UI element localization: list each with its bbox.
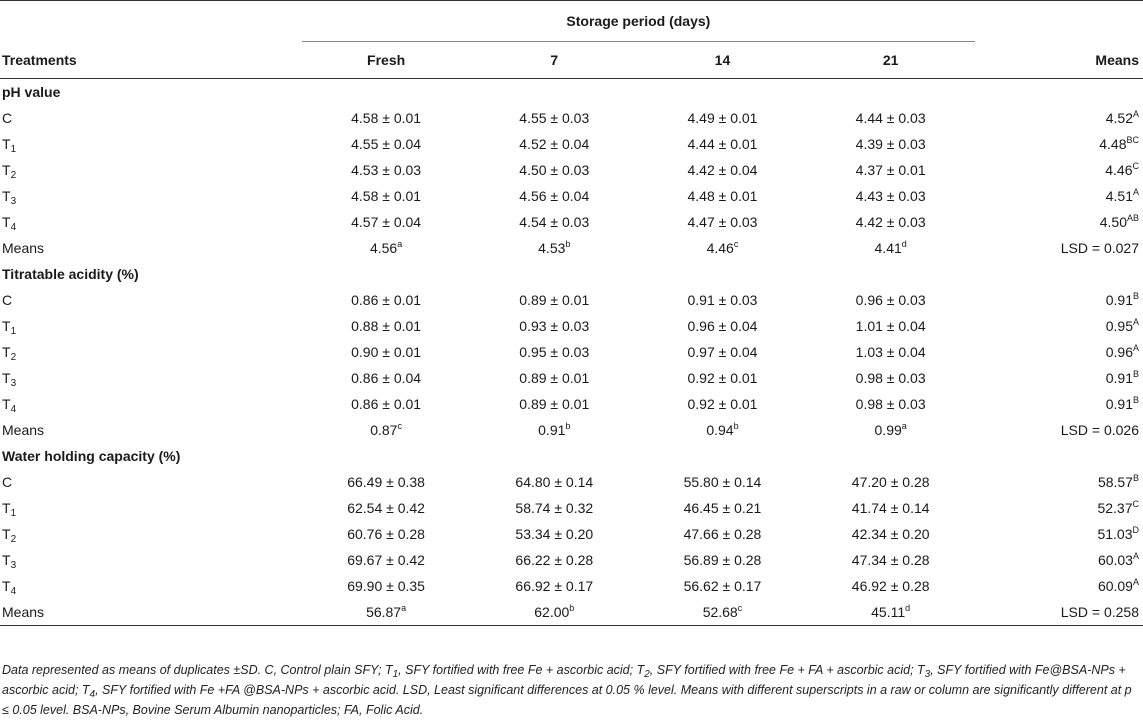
row-mean-value: 58.57 <box>1097 474 1133 490</box>
means-label: Means <box>2 240 45 256</box>
column-mean-superscript: c <box>397 421 402 431</box>
footnote-p-variable: p <box>1124 683 1132 697</box>
treatment-cell <box>0 495 302 521</box>
column-mean-cell <box>302 599 470 626</box>
treatment-subscript: 3 <box>10 196 17 207</box>
treatment-subscript: 1 <box>10 144 17 155</box>
column-mean-cell <box>638 417 806 443</box>
treatment-cell <box>0 391 302 417</box>
table-row <box>0 365 1143 391</box>
treatment-label: T <box>2 344 11 360</box>
value-cell: 4.44 ± 0.01 <box>687 136 758 152</box>
value-cell: 66.49 ± 0.38 <box>347 474 425 490</box>
row-mean-superscript: A <box>1132 343 1139 353</box>
treatment-cell <box>0 105 302 131</box>
treatment-subscript: 1 <box>10 508 17 519</box>
section-title: pH value <box>2 84 61 100</box>
table-row <box>0 209 1143 235</box>
value-cell: 4.53 ± 0.03 <box>351 162 422 178</box>
table-body <box>0 79 1143 626</box>
header-row-1 <box>0 1 1143 42</box>
row-mean-superscript: A <box>1132 577 1139 587</box>
value-cell: 0.98 ± 0.03 <box>855 396 926 412</box>
row-mean-cell <box>975 573 1143 599</box>
value-cell: 4.52 ± 0.04 <box>519 136 590 152</box>
row-mean-value: 0.91 <box>1105 396 1133 412</box>
row-mean-cell <box>975 391 1143 417</box>
column-mean-superscript: c <box>737 603 743 613</box>
value-cell: 53.34 ± 0.20 <box>515 526 594 542</box>
value-cell: 4.42 ± 0.04 <box>687 162 758 178</box>
value-cell: 4.47 ± 0.03 <box>687 214 758 230</box>
column-mean-cell <box>302 235 470 261</box>
column-mean-cell <box>638 235 806 261</box>
value-cell: 4.54 ± 0.03 <box>519 214 590 230</box>
column-mean-value: 0.91 <box>538 422 566 438</box>
lsd-cell: LSD = 0.258 <box>975 599 1143 626</box>
value-cell: 0.90 ± 0.01 <box>351 344 422 360</box>
treatment-cell <box>0 365 302 391</box>
value-cell: 0.93 ± 0.03 <box>519 318 590 334</box>
column-mean-superscript: d <box>901 239 907 249</box>
footnote-sub: 3 <box>924 669 931 680</box>
treatment-subscript: 2 <box>10 352 17 363</box>
row-mean-value: 60.09 <box>1097 578 1133 594</box>
col-7-header: 7 <box>470 42 638 79</box>
column-mean-value: 0.87 <box>370 422 398 438</box>
treatment-label: T <box>2 370 11 386</box>
header-blank-right <box>975 1 1143 42</box>
row-mean-cell <box>975 365 1143 391</box>
value-cell: 1.03 ± 0.04 <box>855 344 926 360</box>
row-mean-cell <box>975 313 1143 339</box>
table-row <box>0 157 1143 183</box>
treatment-label: C <box>2 292 13 308</box>
row-mean-value: 4.48 <box>1099 136 1127 152</box>
row-mean-superscript: C <box>1132 499 1139 509</box>
table-row <box>0 183 1143 209</box>
lsd-cell: LSD = 0.026 <box>1060 422 1139 438</box>
treatment-label: T <box>2 136 11 152</box>
column-mean-superscript: d <box>905 603 911 613</box>
treatment-subscript: 4 <box>10 404 17 415</box>
value-cell: 4.55 ± 0.04 <box>351 136 422 152</box>
column-mean-value: 0.99 <box>874 422 902 438</box>
value-cell: 4.48 ± 0.01 <box>687 188 758 204</box>
row-mean-value: 4.50 <box>1099 214 1127 230</box>
row-mean-value: 0.91 <box>1105 370 1133 386</box>
treatment-subscript: 4 <box>10 586 17 597</box>
value-cell: 4.56 ± 0.04 <box>519 188 590 204</box>
header-blank <box>0 1 302 42</box>
value-cell: 4.42 ± 0.03 <box>855 214 926 230</box>
footnote-part: , SFY fortified with free Fe + ascorbic acid; T <box>398 663 645 677</box>
column-mean-value: 62.00 <box>534 604 570 620</box>
value-cell: 47.20 ± 0.28 <box>851 474 930 490</box>
row-mean-superscript: B <box>1132 473 1139 483</box>
column-mean-superscript: a <box>401 603 407 613</box>
col-14-header: 14 <box>638 42 806 79</box>
row-mean-cell <box>975 495 1143 521</box>
column-mean-cell <box>807 599 975 626</box>
value-cell: 0.92 ± 0.01 <box>687 370 758 386</box>
value-cell: 4.58 ± 0.01 <box>351 110 422 126</box>
row-mean-value: 4.52 <box>1105 110 1133 126</box>
value-cell: 0.96 ± 0.04 <box>687 318 758 334</box>
row-mean-value: 60.03 <box>1097 552 1133 568</box>
treatment-label: T <box>2 162 11 178</box>
table-row <box>0 339 1143 365</box>
value-cell: 0.86 ± 0.01 <box>351 292 422 308</box>
treatment-label: T <box>2 188 11 204</box>
treatment-cell <box>0 547 302 573</box>
value-cell: 0.91 ± 0.03 <box>687 292 758 308</box>
column-mean-value: 4.41 <box>874 240 902 256</box>
treatment-label: T <box>2 318 11 334</box>
row-mean-cell <box>975 157 1143 183</box>
value-cell: 62.54 ± 0.42 <box>347 500 425 516</box>
row-mean-value: 4.51 <box>1105 188 1133 204</box>
row-mean-superscript: AB <box>1126 213 1139 223</box>
column-mean-cell <box>638 599 806 626</box>
row-mean-value: 52.37 <box>1097 500 1133 516</box>
column-mean-value: 4.46 <box>706 240 734 256</box>
footnote-part: , SFY fortified with Fe@BSA-NPs + ascorbic acid; T <box>2 663 1126 697</box>
value-cell: 0.96 ± 0.03 <box>855 292 926 308</box>
treatment-subscript: 2 <box>10 170 17 181</box>
value-cell: 47.66 ± 0.28 <box>683 526 762 542</box>
value-cell: 4.39 ± 0.03 <box>855 136 926 152</box>
col-fresh-header: Fresh <box>302 42 470 79</box>
footnote-sub: 4 <box>89 689 96 700</box>
footnote-part: , SFY fortified with free Fe + FA + ascorbic acid; T <box>649 663 925 677</box>
table-row <box>0 131 1143 157</box>
row-mean-superscript: B <box>1132 395 1139 405</box>
value-cell: 0.92 ± 0.01 <box>687 396 758 412</box>
means-row <box>0 235 1143 261</box>
value-cell: 55.80 ± 0.14 <box>683 474 762 490</box>
treatment-cell <box>0 573 302 599</box>
column-mean-superscript: b <box>565 239 571 249</box>
column-mean-cell <box>470 417 638 443</box>
table-row <box>0 469 1143 495</box>
row-mean-cell <box>975 521 1143 547</box>
row-mean-cell <box>975 339 1143 365</box>
row-mean-superscript: A <box>1132 551 1139 561</box>
treatment-cell <box>0 157 302 183</box>
column-mean-cell <box>470 235 638 261</box>
value-cell: 4.57 ± 0.04 <box>351 214 422 230</box>
row-mean-value: 0.96 <box>1105 344 1133 360</box>
footnote-sub: 2 <box>644 669 650 680</box>
treatment-label: T <box>2 500 11 516</box>
col-21-header: 21 <box>807 42 975 79</box>
row-mean-value: 4.46 <box>1105 162 1133 178</box>
column-mean-superscript: b <box>569 603 575 613</box>
column-mean-superscript: b <box>733 421 739 431</box>
treatment-cell <box>0 313 302 339</box>
column-mean-cell <box>302 417 470 443</box>
value-cell: 66.92 ± 0.17 <box>515 578 594 594</box>
value-cell: 58.74 ± 0.32 <box>515 500 594 516</box>
column-mean-value: 4.53 <box>538 240 566 256</box>
value-cell: 4.37 ± 0.01 <box>855 162 926 178</box>
value-cell: 0.88 ± 0.01 <box>351 318 422 334</box>
value-cell: 0.97 ± 0.04 <box>687 344 758 360</box>
row-mean-superscript: A <box>1132 317 1139 327</box>
treatment-cell <box>0 131 302 157</box>
column-mean-cell <box>807 235 975 261</box>
treatment-subscript: 1 <box>10 326 17 337</box>
column-mean-value: 4.56 <box>369 240 398 256</box>
section-row <box>0 261 1143 287</box>
column-mean-cell <box>807 417 975 443</box>
value-cell: 56.62 ± 0.17 <box>683 578 762 594</box>
column-mean-superscript: a <box>397 239 403 249</box>
value-cell: 41.74 ± 0.14 <box>851 500 930 516</box>
value-cell: 0.89 ± 0.01 <box>519 292 590 308</box>
treatment-cell <box>0 469 302 495</box>
table-footnote <box>2 660 1138 720</box>
treatment-label: T <box>2 214 11 230</box>
value-cell: 0.86 ± 0.04 <box>351 370 422 386</box>
row-mean-superscript: BC <box>1126 135 1139 145</box>
column-mean-cell <box>470 599 638 626</box>
value-cell: 66.22 ± 0.28 <box>515 552 594 568</box>
header-row-2 <box>0 42 1143 79</box>
value-cell: 46.92 ± 0.28 <box>851 578 930 594</box>
means-row <box>0 599 1143 626</box>
column-mean-value: 52.68 <box>702 604 738 620</box>
treatment-label: T <box>2 396 11 412</box>
treatment-label: C <box>2 110 13 126</box>
value-cell: 4.55 ± 0.03 <box>519 110 590 126</box>
row-mean-value: 0.91 <box>1105 292 1133 308</box>
value-cell: 46.45 ± 0.21 <box>683 500 762 516</box>
table-row <box>0 287 1143 313</box>
section-row <box>0 79 1143 106</box>
means-label: Means <box>0 599 302 626</box>
value-cell: 69.90 ± 0.35 <box>347 578 425 594</box>
col-means-header: Means <box>975 42 1143 79</box>
column-mean-value: 56.87 <box>366 604 402 620</box>
column-mean-superscript: a <box>901 421 907 431</box>
row-mean-cell <box>975 105 1143 131</box>
column-mean-value: 0.94 <box>706 422 734 438</box>
footnote-part: Data represented as means of duplicates ±SD. C, Control plain SFY; T <box>2 663 393 677</box>
table-row <box>0 547 1143 573</box>
footnote-part: ≤ 0.05 level. BSA-NPs, Bovine Serum Albumin nanoparticles; FA, Folic Acid. <box>2 703 424 717</box>
footnote-part: , SFY fortified with Fe +FA @BSA-NPs + ascorbic acid. LSD, Least significant differences at 0.05 % level. Means with different superscripts in a raw or column are significantly different at <box>95 683 1125 697</box>
row-mean-value: 0.95 <box>1105 318 1133 334</box>
section-title: Titratable acidity (%) <box>2 266 139 282</box>
section-title: Water holding capacity (%) <box>2 448 181 464</box>
value-cell: 60.76 ± 0.28 <box>347 526 425 542</box>
value-cell: 69.67 ± 0.42 <box>347 552 425 568</box>
treatment-cell <box>0 209 302 235</box>
treatment-cell <box>0 339 302 365</box>
value-cell: 4.58 ± 0.01 <box>351 188 422 204</box>
column-mean-superscript: b <box>565 421 571 431</box>
lsd-cell: LSD = 0.027 <box>1060 240 1139 256</box>
treatment-subscript: 2 <box>10 534 17 545</box>
treatment-label: T <box>2 526 11 542</box>
means-row <box>0 417 1143 443</box>
treatment-subscript: 3 <box>10 560 17 571</box>
value-cell: 0.95 ± 0.03 <box>519 344 590 360</box>
value-cell: 0.86 ± 0.01 <box>351 396 422 412</box>
row-mean-cell <box>975 209 1143 235</box>
value-cell: 47.34 ± 0.28 <box>851 552 930 568</box>
value-cell: 42.34 ± 0.20 <box>851 526 930 542</box>
treatment-subscript: 3 <box>10 378 17 389</box>
footnote-sub: 1 <box>392 669 399 680</box>
row-mean-superscript: B <box>1132 291 1139 301</box>
column-mean-superscript: c <box>733 239 739 249</box>
treatment-cell <box>0 521 302 547</box>
value-cell: 4.49 ± 0.01 <box>687 110 758 126</box>
treatments-header: Treatments <box>0 42 302 79</box>
treatment-label: C <box>2 474 13 490</box>
column-mean-value: 45.11 <box>871 604 906 620</box>
row-mean-value: 51.03 <box>1097 526 1133 542</box>
storage-period-header: Storage period (days) <box>302 1 975 42</box>
value-cell: 4.44 ± 0.03 <box>855 110 926 126</box>
table-row <box>0 105 1143 131</box>
treatment-cell <box>0 183 302 209</box>
value-cell: 56.89 ± 0.28 <box>683 552 762 568</box>
value-cell: 0.98 ± 0.03 <box>855 370 926 386</box>
row-mean-cell <box>975 547 1143 573</box>
table-row <box>0 495 1143 521</box>
value-cell: 4.50 ± 0.03 <box>519 162 590 178</box>
row-mean-superscript: A <box>1132 109 1139 119</box>
section-row <box>0 443 1143 469</box>
row-mean-cell <box>975 183 1143 209</box>
table-row <box>0 521 1143 547</box>
means-label: Means <box>2 422 45 438</box>
row-mean-superscript: D <box>1132 525 1139 535</box>
table-row <box>0 391 1143 417</box>
table-row <box>0 313 1143 339</box>
table-row <box>0 573 1143 599</box>
row-mean-superscript: C <box>1132 161 1139 171</box>
treatment-subscript: 4 <box>10 222 17 233</box>
row-mean-superscript: B <box>1132 369 1139 379</box>
row-mean-cell <box>975 131 1143 157</box>
treatment-cell <box>0 287 302 313</box>
value-cell: 64.80 ± 0.14 <box>515 474 594 490</box>
treatment-label: T <box>2 552 11 568</box>
value-cell: 1.01 ± 0.04 <box>855 318 926 334</box>
row-mean-cell <box>975 287 1143 313</box>
treatment-label: T <box>2 578 11 594</box>
value-cell: 0.89 ± 0.01 <box>519 396 590 412</box>
value-cell: 4.43 ± 0.03 <box>855 188 926 204</box>
row-mean-cell <box>975 469 1143 495</box>
value-cell: 0.89 ± 0.01 <box>519 370 590 386</box>
row-mean-superscript: A <box>1132 187 1139 197</box>
